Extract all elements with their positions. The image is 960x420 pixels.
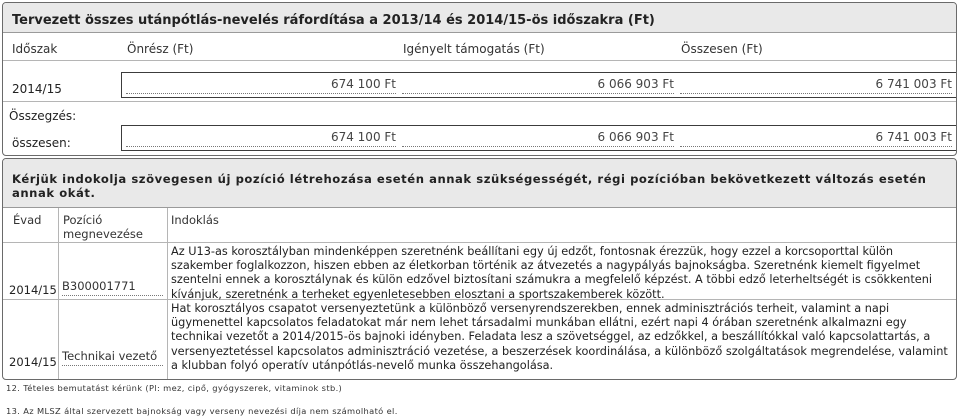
col-season: Évad xyxy=(13,213,42,227)
col-divider xyxy=(167,208,168,380)
sum-label: összesen: xyxy=(12,136,71,150)
col-total: Összesen (Ft) xyxy=(681,42,763,56)
position-instruction: Kérjük indokolja szövegesen új pozíció létrehozása esetén annak szükségességét, régi pozícióban bekövetkezett változás esetén annak okát. xyxy=(3,159,956,208)
cost-summary-panel xyxy=(2,2,957,156)
row-requested-field[interactable]: 6 066 903 Ft xyxy=(402,77,674,94)
row-values-box xyxy=(121,72,957,98)
cost-summary-column-headers xyxy=(3,33,956,61)
sum-requested-field[interactable]: 6 066 903 Ft xyxy=(402,130,674,147)
col-requested: Igényelt támogatás (Ft) xyxy=(403,42,545,56)
col-justification: Indoklás xyxy=(171,213,219,227)
col-divider xyxy=(58,208,59,380)
sum-own-share-field[interactable]: 674 100 Ft xyxy=(126,130,396,147)
sum-total-field[interactable]: 6 741 003 Ft xyxy=(680,130,952,147)
divider xyxy=(3,101,956,102)
position-field[interactable]: Technikai vezető xyxy=(62,349,163,366)
row-season: 2014/15 xyxy=(9,283,57,297)
header-divider xyxy=(3,242,956,243)
sum-values-box xyxy=(121,125,957,151)
position-justification-panel xyxy=(2,158,957,380)
row-period: 2014/15 xyxy=(12,82,62,96)
justification-text[interactable]: Hat korosztályos csapatot versenyeztetünk a különböző versenyrendszerekben, ennek adminisztrációs terheit, valamint a napi ügymenettel kapcsolatos feladatokat már nem lehet társadalmi munkában ellátni, ezért napi 4 órában szeretnénk alkalmazni egy technikai vezetőt a 2014/2015-ös bajnoki idényben. Feladata lesz a szövetséggel, az edzőkkel, a beszállítókkal való kapcsolattartás, a versenyeztetéssel kapcsolatos adminisztráció vezetése, a beszerzések koordinálása, a különböző szolgáltatások megrendelése, valamint a klubban folyó operatív utánpótlás-nevelő munka összehangolása. xyxy=(171,302,948,372)
col-position: Pozíció megnevezése xyxy=(63,213,144,241)
cost-summary-title: Tervezett összes utánpótlás-nevelés ráfordítása a 2013/14 és 2014/15-ös időszakra (Ft) xyxy=(3,3,956,33)
row-total-field[interactable]: 6 741 003 Ft xyxy=(680,77,952,94)
sum-heading: Összegzés: xyxy=(9,109,77,123)
row-season: 2014/15 xyxy=(9,355,57,369)
footnote: 13. Az MLSZ által szervezett bajnokság vagy verseny nevezési díja nem számolható el. xyxy=(6,406,398,416)
position-field[interactable]: B300001771 xyxy=(62,279,163,296)
justification-text[interactable]: Az U13-as korosztályban mindenképpen szeretnénk beállítani egy új edzőt, fontosnak érezzük, hogy ezzel a korcsoporttal külön szakember foglalkozzon, hiszen ebben az életkorban történik az átvezetés a nagypályás bajnokságba. Szeretnénk kiemelt figyelmet szentelni ennek a korosztálynak és külön edzővel biztosítani számukra a megfelelő képzést. A többi edző leterheltségét is csökkenteni kívánjuk, szeretnénk a terheket egyenletesebben elosztani a sportszakemberek között. xyxy=(171,245,933,301)
col-own-share: Önrész (Ft) xyxy=(127,42,194,56)
footnote: 12. Tételes bemutatást kérünk (Pl: mez, cipő, gyógyszerek, vitaminok stb.) xyxy=(6,383,343,393)
col-period: Időszak xyxy=(12,42,58,56)
row-own-share-field[interactable]: 674 100 Ft xyxy=(126,77,396,94)
